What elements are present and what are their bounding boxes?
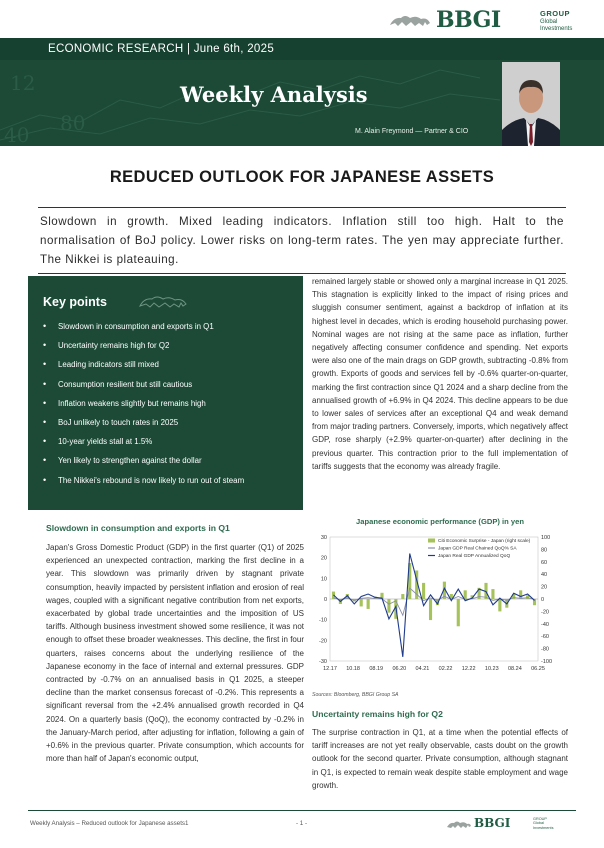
surprise-bar	[464, 590, 467, 599]
right-column	[312, 275, 568, 473]
surprise-bar	[498, 599, 501, 611]
surprise-bar	[457, 599, 460, 626]
surprise-bar	[367, 599, 370, 609]
x-tick-label: 02.22	[438, 666, 453, 672]
report-meta: ECONOMIC RESEARCH | June 6th, 2025	[48, 43, 275, 55]
legend-label: Japan Real GDP Annualized QoQ	[438, 554, 511, 559]
surprise-bar	[519, 590, 522, 599]
footer-text: Weekly Analysis – Reduced outlook for Japanese assets1	[30, 820, 189, 827]
author-line: M. Alain Freymond — Partner & CIO	[355, 128, 469, 135]
y-right-tick-label: 40	[541, 572, 548, 579]
svg-text:80: 80	[60, 111, 86, 135]
footer-divider	[28, 810, 576, 811]
x-tick-label: 04.21	[415, 666, 430, 672]
y-right-tick-label: 0	[541, 597, 545, 603]
footer-brand-subtitle: GROUP Global Investments	[533, 817, 554, 830]
chart-source: Sources: Bloomberg, BBGI Group SA	[312, 692, 399, 698]
legend-label: Japan GDP Real Chained QoQ% SA	[438, 546, 517, 552]
gdp-series-line	[333, 554, 534, 657]
key-point-item: • Inflation weakens slightly but remains high	[43, 394, 244, 413]
key-points-list	[43, 317, 244, 490]
x-tick-label: 10.18	[346, 666, 360, 672]
bull-bear-icon	[138, 292, 188, 310]
key-point-item: • 10-year yields stall at 1.5%	[43, 432, 244, 451]
y-left-tick-label: 10	[320, 576, 327, 583]
article-lead: Slowdown in growth. Mixed leading indicators. Inflation still too high. Halt to the normalisation of BoJ policy. Lower risks on long-term rates. The yen may appreciate further. The Nikkei is plateauing.	[38, 207, 566, 274]
footer-brand-logo: BBGI	[474, 816, 511, 830]
section-2-body: The surprise contraction in Q1, at a time when the potential effects of tariff increases are not yet really observable, casts doubt on the growth outlook for the second quarter. Private consumption, although stagnant in Q1, is expected to remain weak despite stable employment and wage growth.	[312, 728, 568, 790]
y-right-tick-label: -80	[541, 646, 549, 653]
y-left-tick-label: 0	[323, 597, 327, 603]
section-2-body-wrap	[312, 726, 568, 792]
bull-bear-logo-icon	[388, 10, 432, 30]
section-1-continued: remained largely stable or showed only a marginal increase in Q1 2025. This stagnation is explicitly linked to the impact of rising prices and sluggish consumer sentiment, against a backdrop of inflation at its highest level in decades, which is eroding household purchasing power. Nominal wages are not rising at the same pace as inflation, further negatively affecting consumer confidence and spending. Net exports were also one of the main drags on GDP growth, subtracting -0.8% from growth. Exports of goods and services fell by -0.6% quarter-on-quarter, marking the first contraction since Q1 2024 and a sharp decline from the annualised growth of +6.9% in Q4 2024. This decline appears to be due to lower sales of services after an exceptional Q4 and weak demand from major trading partners. Conversely, imports, which negatively affect GDP, rose sharply (+2.9% quarter-on-quarter) after declining in the previous quarter. This contraction prior to the full implementation of tariffs suggests that the economy was already fragile.	[312, 277, 568, 471]
header-banner	[0, 38, 604, 146]
author-portrait	[502, 62, 560, 146]
y-left-tick-label: -30	[319, 659, 327, 665]
banner-strip	[0, 38, 604, 60]
key-point-item: • Yen likely to strengthen against the dollar	[43, 451, 244, 470]
y-right-tick-label: -60	[541, 634, 549, 641]
x-tick-label: 08.24	[508, 666, 522, 672]
y-right-tick-label: -20	[541, 609, 549, 616]
y-right-tick-label: 20	[541, 584, 548, 591]
key-points-title: Key points	[43, 295, 107, 309]
section-1-title: Slowdown in consumption and exports in Q1	[46, 523, 230, 533]
x-tick-label: 12.17	[323, 666, 337, 672]
surprise-bar	[491, 589, 494, 599]
key-points-box	[28, 276, 303, 510]
footer-bull-bear-icon	[446, 818, 472, 830]
article-title: REDUCED OUTLOOK FOR JAPANESE ASSETS	[109, 168, 495, 186]
key-point-item: • Uncertainty remains high for Q2	[43, 336, 244, 355]
surprise-bar	[401, 594, 404, 599]
gdp-chart	[312, 517, 568, 703]
svg-text:40: 40	[4, 123, 30, 146]
section-1-body: Japan's Gross Domestic Product (GDP) in the first quarter (Q1) of 2025 experienced an unexpected contraction, marking the first decline in a year. This slowdown was primarily driven by stagnant private consumption, heavily impacted by persistent inflation and erosion of real wages, coupled with a significant negative contribution from net exports, exacerbated by global trade uncertainties and the imposition of US tariffs. Although business investment showed some resilience, it was not enough to offset these broader weaknesses. This decline, the first in four quarters, raises concerns about the underlying resilience of the Japanese economy in the face of internal and external pressures. GDP contracted by -0.7% on an annualised basis in Q1 2025, a steeper decline than the market consensus forecast of -0.2%. This represents a significant reversal from the +2.4% annualised growth recorded in Q4 2024. On a quarterly basis (QoQ), the economy contracted by -0.2% in the January-March period, after adjusting for inflation, following a gain of +0.6% in the previous quarter. Private consumption, which accounts for more than half of Japan's economic output,	[46, 543, 304, 764]
legend-label: Citi Economic Surprise - Japan (right scale)	[438, 539, 531, 544]
key-point-item: • Consumption resilient but still cautious	[43, 375, 244, 394]
key-point-item: • Slowdown in consumption and exports in Q1	[43, 317, 244, 336]
x-tick-label: 12.22	[461, 666, 476, 672]
left-column	[46, 523, 304, 765]
key-point-item: • Leading indicators still mixed	[43, 355, 244, 374]
x-tick-label: 08.19	[369, 666, 384, 672]
y-left-tick-label: 20	[320, 555, 327, 562]
page-number: - 1 -	[296, 820, 308, 827]
y-left-tick-label: 30	[320, 535, 327, 541]
key-point-item: • The Nikkei's rebound is now likely to run out of steam	[43, 471, 244, 490]
svg-text:12: 12	[10, 71, 36, 95]
y-right-tick-label: 80	[541, 547, 548, 554]
legend-swatch	[428, 539, 435, 543]
y-right-tick-label: -40	[541, 621, 549, 628]
section-2-title: Uncertainty remains high for Q2	[312, 709, 443, 719]
brand-logo: BBGI	[436, 7, 501, 33]
y-right-tick-label: 100	[541, 535, 551, 541]
chart-plot	[312, 531, 568, 687]
surprise-bar	[387, 599, 390, 613]
top-logo-bar	[0, 0, 604, 38]
x-tick-label: 06.25	[531, 666, 545, 672]
y-right-tick-label: -100	[541, 659, 553, 665]
surprise-bar	[422, 583, 425, 599]
x-tick-label: 10.23	[484, 666, 499, 672]
surprise-bar	[360, 599, 363, 606]
key-point-item: • BoJ unlikely to touch rates in 2025	[43, 413, 244, 432]
surprise-bar	[429, 599, 432, 620]
chart-title: Japanese economic performance (GDP) in yen	[356, 517, 524, 526]
y-left-tick-label: -20	[319, 638, 327, 645]
y-right-tick-label: 60	[541, 559, 548, 566]
y-left-tick-label: -10	[319, 617, 327, 624]
publication-title: Weekly Analysis	[180, 82, 368, 107]
brand-subtitle: GROUP Global Investments	[540, 9, 573, 32]
x-tick-label: 06.20	[392, 666, 407, 672]
